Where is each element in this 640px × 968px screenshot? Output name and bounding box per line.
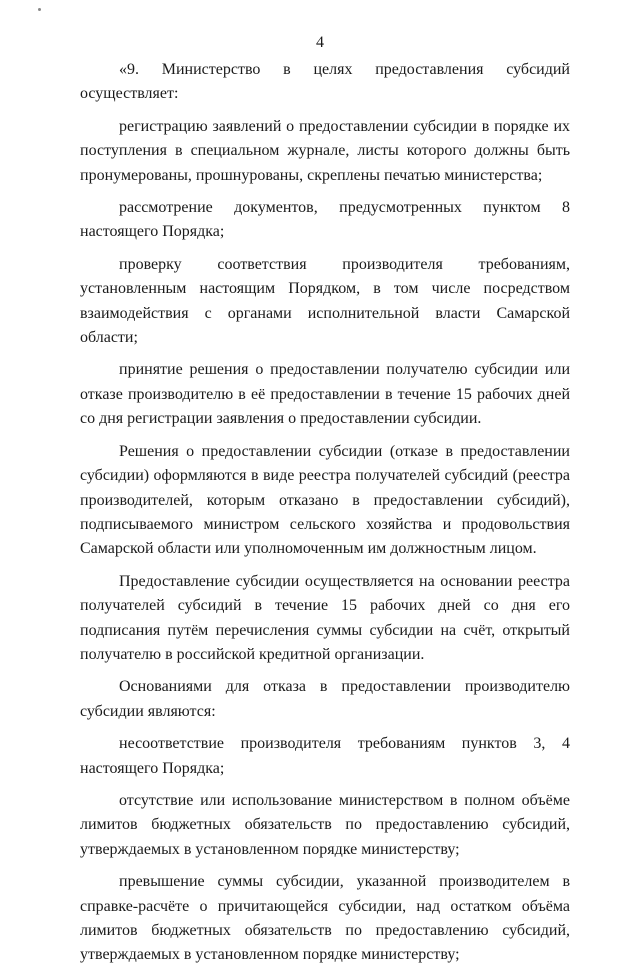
paragraph-decision: принятие решения о предоставлении получателю субсидии или отказе производителю в её предоставлении в течение 15 рабочих дней со дня регистрации заявления о предоставлении субсидии. [80, 361, 570, 428]
paragraph-registration: регистрацию заявлений о предоставлении субсидии в порядке их поступления в специальном журнале, листы которого должны быть пронумерованы, прошнурованы, скреплены печатью министерства; [80, 117, 570, 184]
paragraph-ground-requirements: несоответствие производителя требованиям пунктов 3, 4 настоящего Порядка; [80, 735, 570, 777]
paragraph-review: рассмотрение документов, предусмотренных пунктом 8 настоящего Порядка; [80, 199, 570, 241]
paragraph-verification: проверку соответствия производителя требованиям, установленным настоящим Порядком, в том числе посредством взаимодействия с органами исполнительной власти Самарской области; [80, 255, 570, 347]
paragraph-payment: Предоставление субсидии осуществляется на основании реестра получателей субсидий в течение 15 рабочих дней со дня его подписания путём перечисления суммы субсидии на счёт, открытый получателю в российской кредитной организации. [80, 572, 570, 663]
scan-artifact-dot [38, 8, 41, 11]
paragraph-ground-excess: превышение суммы субсидии, указанной производителем в справке-расчёте о причитающейся субсидии, над остатком объёма лимитов бюджетных обязательств по предоставлению субсидий, утверждаемых в установленном порядке министерству; [80, 873, 570, 964]
paragraph-registry: Решения о предоставлении субсидии (отказе в предоставлении субсидии) оформляются в виде реестра получателей субсидий (реестра производителей, которым отказано в предоставлении субсидий), подписываемого министром сельского хозяйства и продовольствия Самарской области или уполномоченным им должностным лицом. [80, 442, 570, 558]
paragraph-refusal-grounds: Основаниями для отказа в предоставлении производителю субсидии являются: [80, 678, 570, 720]
paragraph-ground-limits: отсутствие или использование министерством в полном объёме лимитов бюджетных обязательств по предоставлению субсидий, утверждаемых в установленном порядке министерству; [80, 791, 570, 858]
paragraph-intro: «9. Министерство в целях предоставления субсидий осуществляет: [80, 61, 570, 103]
page-number: 4 [316, 34, 324, 51]
document-body [80, 58, 570, 968]
